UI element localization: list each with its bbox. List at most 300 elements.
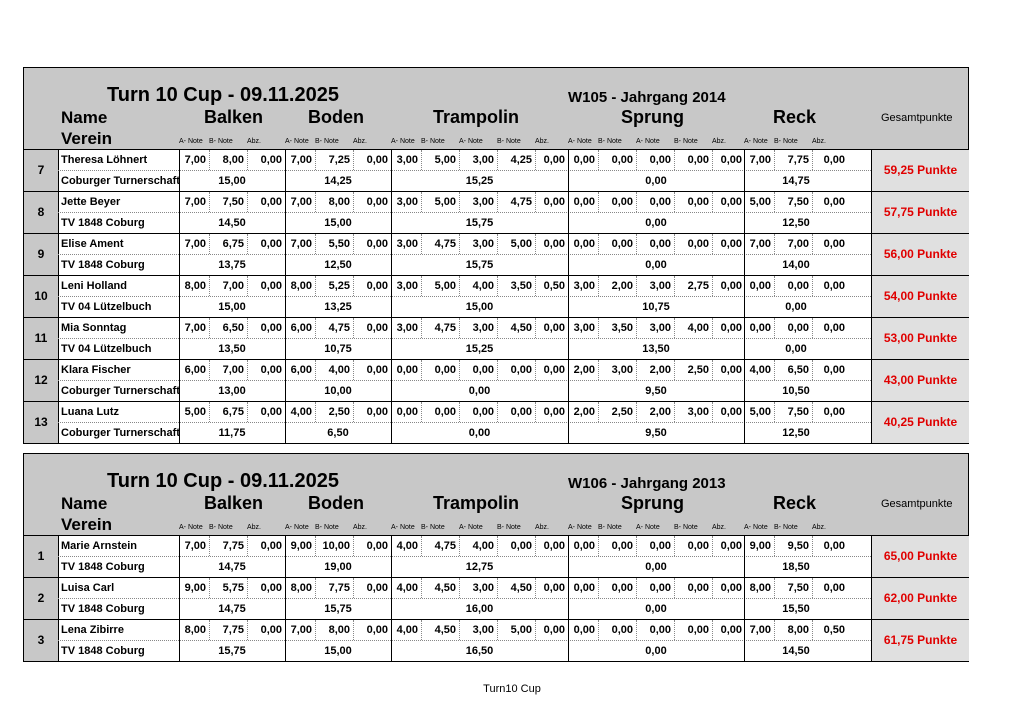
- total-points: 61,75 Punkte: [871, 620, 969, 661]
- total-points: 54,00 Punkte: [871, 276, 969, 317]
- score-cell: 7,50: [787, 406, 809, 418]
- score-cell: 0,00: [366, 238, 388, 250]
- score-divider: [774, 536, 775, 556]
- score-cell: 2,50: [611, 406, 633, 418]
- score-cell: 0,00: [260, 364, 282, 376]
- apparatus-heading: Reck: [773, 107, 817, 127]
- score-cell: 3,00: [472, 322, 494, 334]
- score-divider: [497, 234, 498, 254]
- score-cell: 7,00: [749, 154, 771, 166]
- score-subheader: Abz.: [812, 138, 827, 145]
- score-divider: [353, 536, 354, 556]
- score-cell: 8,00: [290, 280, 312, 292]
- score-cell: 0,00: [434, 406, 456, 418]
- score-cell: 4,50: [510, 582, 532, 594]
- score-divider: [674, 578, 675, 598]
- score-divider: [421, 150, 422, 170]
- score-divider: [247, 578, 248, 598]
- score-cell: 7,00: [749, 624, 771, 636]
- score-divider: [353, 234, 354, 254]
- score-cell: 4,75: [510, 196, 532, 208]
- score-subheader: Abz.: [353, 524, 368, 531]
- total-points: 53,00 Punkte: [871, 318, 969, 359]
- score-divider: [353, 150, 354, 170]
- score-subheader: Abz.: [812, 524, 827, 531]
- score-divider: [353, 402, 354, 422]
- score-cell: 0,00: [366, 624, 388, 636]
- apparatus-sum: 13,00: [218, 385, 246, 397]
- score-cell: 3,00: [396, 238, 418, 250]
- score-subheader: Abz.: [712, 138, 727, 145]
- score-cell: 0,00: [260, 582, 282, 594]
- score-divider: [774, 192, 775, 212]
- score-cell: 0,00: [260, 322, 282, 334]
- score-divider: [636, 620, 637, 640]
- score-cell: 0,00: [366, 582, 388, 594]
- score-divider: [497, 276, 498, 296]
- apparatus-sum: 18,50: [782, 561, 810, 573]
- score-divider: [315, 318, 316, 338]
- club-name: TV 04 Lützelbuch: [61, 343, 152, 355]
- score-divider: [598, 402, 599, 422]
- apparatus-sum: 12,75: [465, 561, 494, 573]
- score-cell: 7,25: [328, 154, 350, 166]
- score-divider: [497, 360, 498, 380]
- score-divider: [421, 318, 422, 338]
- score-cell: 3,00: [396, 322, 418, 334]
- score-divider: [774, 578, 775, 598]
- score-cell: 0,00: [366, 280, 388, 292]
- score-cell: 0,00: [649, 624, 671, 636]
- score-subheader: A- Note: [285, 524, 309, 531]
- score-cell: 0,00: [366, 154, 388, 166]
- gymnast-name: Mia Sonntag: [61, 322, 127, 334]
- score-divider: [636, 536, 637, 556]
- apparatus-sum: 15,00: [218, 175, 246, 187]
- score-cell: 0,00: [260, 406, 282, 418]
- score-divider: [353, 192, 354, 212]
- club-name: TV 04 Lützelbuch: [61, 301, 152, 313]
- score-divider: [598, 150, 599, 170]
- score-divider: [421, 234, 422, 254]
- score-divider: [636, 360, 637, 380]
- page-footer: Turn10 Cup: [483, 683, 541, 695]
- score-subheader: A- Note: [636, 138, 660, 145]
- score-cell: 2,75: [687, 280, 709, 292]
- total-points: 62,00 Punkte: [871, 578, 969, 619]
- score-subheader: A- Note: [391, 138, 415, 145]
- gymnast-name: Elise Ament: [61, 238, 124, 250]
- score-cell: 4,50: [510, 322, 532, 334]
- score-cell: 2,00: [649, 364, 671, 376]
- score-cell: 5,00: [749, 196, 771, 208]
- score-cell: 7,00: [290, 154, 312, 166]
- apparatus-sum: 11,75: [218, 427, 246, 439]
- table-row: [24, 620, 968, 661]
- apparatus-sum: 15,75: [465, 217, 494, 229]
- apparatus-sum: 9,50: [645, 427, 667, 439]
- score-cell: 0,00: [611, 238, 633, 250]
- score-divider: [812, 276, 813, 296]
- score-cell: 4,75: [434, 238, 456, 250]
- score-cell: 0,00: [823, 196, 845, 208]
- score-divider: [421, 192, 422, 212]
- rank-cell: 3: [24, 620, 59, 661]
- score-divider: [812, 234, 813, 254]
- score-divider: [247, 318, 248, 338]
- gymnast-name: Lena Zibirre: [61, 624, 124, 636]
- score-cell: 4,00: [396, 540, 418, 552]
- score-cell: 0,00: [573, 196, 595, 208]
- score-divider: [353, 318, 354, 338]
- score-cell: 0,00: [573, 624, 595, 636]
- score-cell: 0,00: [720, 322, 742, 334]
- score-cell: 3,00: [396, 280, 418, 292]
- apparatus-sum: 10,00: [324, 385, 352, 397]
- score-cell: 7,50: [787, 582, 809, 594]
- competition-title: Turn 10 Cup - 09.11.2025: [107, 470, 339, 492]
- table-row: [24, 402, 968, 443]
- score-cell: 8,00: [328, 196, 350, 208]
- score-divider: [459, 234, 460, 254]
- score-subheader: B- Note: [598, 524, 622, 531]
- score-cell: 3,00: [649, 322, 671, 334]
- score-cell: 0,00: [260, 540, 282, 552]
- score-cell: 3,50: [510, 280, 532, 292]
- score-divider: [812, 620, 813, 640]
- apparatus-heading: Reck: [773, 493, 817, 513]
- apparatus-sum: 15,00: [465, 301, 494, 313]
- score-cell: 6,50: [222, 322, 244, 334]
- score-cell: 0,00: [510, 406, 532, 418]
- score-cell: 0,00: [510, 540, 532, 552]
- score-subheader: B- Note: [209, 524, 233, 531]
- score-cell: 0,00: [260, 154, 282, 166]
- score-cell: 2,50: [687, 364, 709, 376]
- club-name: TV 1848 Coburg: [61, 603, 145, 615]
- club-name: Coburger Turnerschaft: [61, 385, 180, 397]
- score-cell: 3,00: [472, 154, 494, 166]
- score-divider: [459, 620, 460, 640]
- score-cell: 0,00: [573, 582, 595, 594]
- score-divider: [209, 234, 210, 254]
- gymnast-name: Luisa Carl: [61, 582, 115, 594]
- score-divider: [598, 192, 599, 212]
- apparatus-heading: Balken: [204, 493, 264, 513]
- score-cell: 6,50: [787, 364, 809, 376]
- score-cell: 0,00: [649, 582, 671, 594]
- score-cell: 0,00: [720, 154, 742, 166]
- table-header: [24, 68, 968, 150]
- score-cell: 0,00: [720, 624, 742, 636]
- score-cell: 0,00: [543, 540, 565, 552]
- score-divider: [812, 360, 813, 380]
- score-cell: 0,00: [720, 196, 742, 208]
- score-cell: 0,00: [543, 322, 565, 334]
- apparatus-sum: 14,50: [218, 217, 246, 229]
- score-cell: 0,00: [472, 406, 494, 418]
- rank-cell: 11: [24, 318, 59, 359]
- score-cell: 7,00: [184, 322, 206, 334]
- apparatus-sum: 12,50: [324, 259, 352, 271]
- score-cell: 5,25: [328, 280, 350, 292]
- score-divider: [598, 360, 599, 380]
- score-cell: 0,00: [720, 582, 742, 594]
- score-divider: [636, 234, 637, 254]
- score-cell: 0,00: [543, 624, 565, 636]
- score-cell: 5,00: [434, 280, 456, 292]
- score-cell: 0,00: [366, 196, 388, 208]
- score-divider: [421, 620, 422, 640]
- score-divider: [812, 150, 813, 170]
- score-subheader: B- Note: [315, 138, 339, 145]
- score-divider: [315, 360, 316, 380]
- score-divider: [812, 318, 813, 338]
- score-cell: 0,00: [366, 406, 388, 418]
- score-divider: [774, 402, 775, 422]
- score-divider: [353, 276, 354, 296]
- score-cell: 4,50: [434, 624, 456, 636]
- score-divider: [421, 276, 422, 296]
- score-cell: 0,00: [611, 196, 633, 208]
- apparatus-heading: Trampolin: [433, 493, 520, 513]
- score-cell: 0,00: [687, 582, 709, 594]
- rank-cell: 12: [24, 360, 59, 401]
- score-divider: [636, 578, 637, 598]
- score-subheader: B- Note: [674, 138, 698, 145]
- apparatus-heading: Sprung: [621, 493, 684, 513]
- score-divider: [598, 234, 599, 254]
- score-cell: 0,00: [823, 238, 845, 250]
- club-name: TV 1848 Coburg: [61, 645, 145, 657]
- score-subheader: Abz.: [247, 138, 262, 145]
- apparatus-sum: 12,50: [782, 427, 810, 439]
- club-column-label: Verein: [61, 129, 113, 148]
- score-divider: [247, 276, 248, 296]
- score-subheader: A- Note: [744, 524, 768, 531]
- apparatus-sum: 0,00: [468, 427, 491, 439]
- score-cell: 7,00: [184, 238, 206, 250]
- score-cell: 6,75: [222, 406, 244, 418]
- score-cell: 3,00: [396, 154, 418, 166]
- score-divider: [209, 360, 210, 380]
- gymnast-name: Theresa Löhnert: [61, 154, 148, 166]
- apparatus-sum: 0,00: [468, 385, 491, 397]
- score-cell: 0,00: [543, 196, 565, 208]
- score-divider: [774, 234, 775, 254]
- table-header: [24, 454, 968, 536]
- score-divider: [636, 318, 637, 338]
- score-divider: [209, 578, 210, 598]
- club-name: Coburger Turnerschaft: [61, 175, 180, 187]
- score-cell: 6,00: [184, 364, 206, 376]
- score-cell: 4,75: [434, 322, 456, 334]
- score-divider: [247, 620, 248, 640]
- score-divider: [812, 402, 813, 422]
- score-divider: [774, 360, 775, 380]
- score-cell: 3,00: [649, 280, 671, 292]
- score-cell: 0,00: [260, 238, 282, 250]
- gymnast-name: Leni Holland: [61, 280, 127, 292]
- apparatus-heading: Boden: [308, 493, 364, 513]
- score-cell: 2,00: [649, 406, 671, 418]
- apparatus-sum: 13,50: [642, 343, 670, 355]
- rank-cell: 1: [24, 536, 59, 577]
- score-cell: 0,00: [543, 364, 565, 376]
- score-cell: 9,00: [184, 582, 206, 594]
- score-subheader: B- Note: [421, 138, 445, 145]
- score-cell: 5,00: [434, 196, 456, 208]
- score-divider: [674, 536, 675, 556]
- score-subheader: A- Note: [744, 138, 768, 145]
- score-subheader: B- Note: [315, 524, 339, 531]
- score-divider: [315, 192, 316, 212]
- score-cell: 0,00: [573, 540, 595, 552]
- club-name: TV 1848 Coburg: [61, 259, 145, 271]
- score-subheader: B- Note: [209, 138, 233, 145]
- score-cell: 0,00: [260, 196, 282, 208]
- score-cell: 4,00: [290, 406, 312, 418]
- score-cell: 8,00: [749, 582, 771, 594]
- score-divider: [421, 578, 422, 598]
- score-cell: 0,00: [823, 540, 845, 552]
- score-divider: [812, 192, 813, 212]
- score-subheader: Abz.: [712, 524, 727, 531]
- score-cell: 0,00: [510, 364, 532, 376]
- score-cell: 3,00: [472, 196, 494, 208]
- table-row: [24, 360, 968, 402]
- total-column-label: Gesamtpunkte: [881, 112, 953, 124]
- competition-title: Turn 10 Cup - 09.11.2025: [107, 84, 339, 106]
- gymnast-name: Jette Beyer: [61, 196, 121, 208]
- score-divider: [247, 150, 248, 170]
- score-cell: 9,00: [749, 540, 771, 552]
- score-cell: 0,00: [260, 624, 282, 636]
- apparatus-sum: 13,50: [218, 343, 246, 355]
- table-row: [24, 234, 968, 276]
- score-divider: [459, 318, 460, 338]
- score-divider: [497, 318, 498, 338]
- score-cell: 4,75: [434, 540, 456, 552]
- score-subheader: A- Note: [459, 524, 483, 531]
- apparatus-sum: 0,00: [785, 343, 807, 355]
- score-divider: [598, 620, 599, 640]
- apparatus-sum: 14,75: [218, 603, 246, 615]
- apparatus-sum: 6,50: [327, 427, 349, 439]
- score-cell: 0,00: [472, 364, 494, 376]
- score-divider: [247, 402, 248, 422]
- score-cell: 5,00: [510, 624, 532, 636]
- apparatus-sum: 15,00: [324, 217, 352, 229]
- score-cell: 0,00: [543, 406, 565, 418]
- score-cell: 5,00: [749, 406, 771, 418]
- score-divider: [497, 578, 498, 598]
- score-cell: 0,00: [396, 406, 418, 418]
- score-cell: 0,00: [611, 540, 633, 552]
- table-row: [24, 150, 968, 192]
- score-cell: 0,00: [573, 154, 595, 166]
- total-points: 57,75 Punkte: [871, 192, 969, 233]
- club-name: Coburger Turnerschaft: [61, 427, 180, 439]
- score-cell: 0,00: [687, 624, 709, 636]
- apparatus-sum: 15,25: [465, 175, 494, 187]
- apparatus-sum: 16,50: [465, 645, 494, 657]
- apparatus-heading: Balken: [204, 107, 264, 127]
- score-divider: [459, 192, 460, 212]
- club-name: TV 1848 Coburg: [61, 217, 145, 229]
- score-cell: 0,00: [366, 322, 388, 334]
- score-divider: [209, 536, 210, 556]
- score-divider: [247, 536, 248, 556]
- class-label: W105 - Jahrgang 2014: [568, 89, 726, 106]
- score-divider: [315, 578, 316, 598]
- rank-cell: 9: [24, 234, 59, 275]
- score-divider: [674, 318, 675, 338]
- score-divider: [315, 234, 316, 254]
- score-cell: 0,00: [720, 280, 742, 292]
- score-cell: 0,00: [720, 364, 742, 376]
- score-divider: [247, 192, 248, 212]
- score-cell: 3,00: [573, 280, 595, 292]
- apparatus-heading: Sprung: [621, 107, 684, 127]
- score-cell: 4,75: [328, 322, 350, 334]
- score-divider: [421, 536, 422, 556]
- score-divider: [315, 620, 316, 640]
- apparatus-sum: 14,75: [782, 175, 810, 187]
- score-divider: [774, 276, 775, 296]
- score-cell: 3,00: [472, 238, 494, 250]
- score-divider: [209, 318, 210, 338]
- score-cell: 4,25: [510, 154, 532, 166]
- apparatus-sum: 16,00: [465, 603, 494, 615]
- score-cell: 2,00: [573, 364, 595, 376]
- apparatus-sum: 0,00: [645, 603, 667, 615]
- apparatus-sum: 0,00: [645, 561, 667, 573]
- score-subheader: A- Note: [391, 524, 415, 531]
- score-cell: 0,50: [823, 624, 845, 636]
- score-cell: 7,75: [787, 154, 809, 166]
- score-cell: 7,00: [787, 238, 809, 250]
- score-cell: 5,00: [184, 406, 206, 418]
- score-cell: 7,00: [184, 196, 206, 208]
- score-cell: 6,00: [290, 322, 312, 334]
- total-points: 56,00 Punkte: [871, 234, 969, 275]
- score-cell: 7,00: [184, 540, 206, 552]
- score-cell: 0,00: [823, 406, 845, 418]
- score-cell: 0,00: [649, 238, 671, 250]
- total-points: 65,00 Punkte: [871, 536, 969, 577]
- score-cell: 0,00: [366, 364, 388, 376]
- score-divider: [497, 536, 498, 556]
- score-subheader: B- Note: [774, 138, 798, 145]
- score-cell: 10,00: [322, 540, 350, 552]
- apparatus-sum: 15,75: [465, 259, 494, 271]
- score-cell: 0,00: [543, 238, 565, 250]
- apparatus-sum: 0,00: [785, 301, 807, 313]
- score-cell: 4,00: [687, 322, 709, 334]
- score-cell: 7,75: [222, 624, 244, 636]
- score-divider: [421, 402, 422, 422]
- score-cell: 0,00: [260, 280, 282, 292]
- score-divider: [315, 150, 316, 170]
- score-cell: 4,00: [749, 364, 771, 376]
- score-divider: [497, 620, 498, 640]
- club-column-label: Verein: [61, 515, 113, 534]
- score-divider: [636, 192, 637, 212]
- table-row: [24, 192, 968, 234]
- score-cell: 0,00: [787, 280, 809, 292]
- score-divider: [247, 360, 248, 380]
